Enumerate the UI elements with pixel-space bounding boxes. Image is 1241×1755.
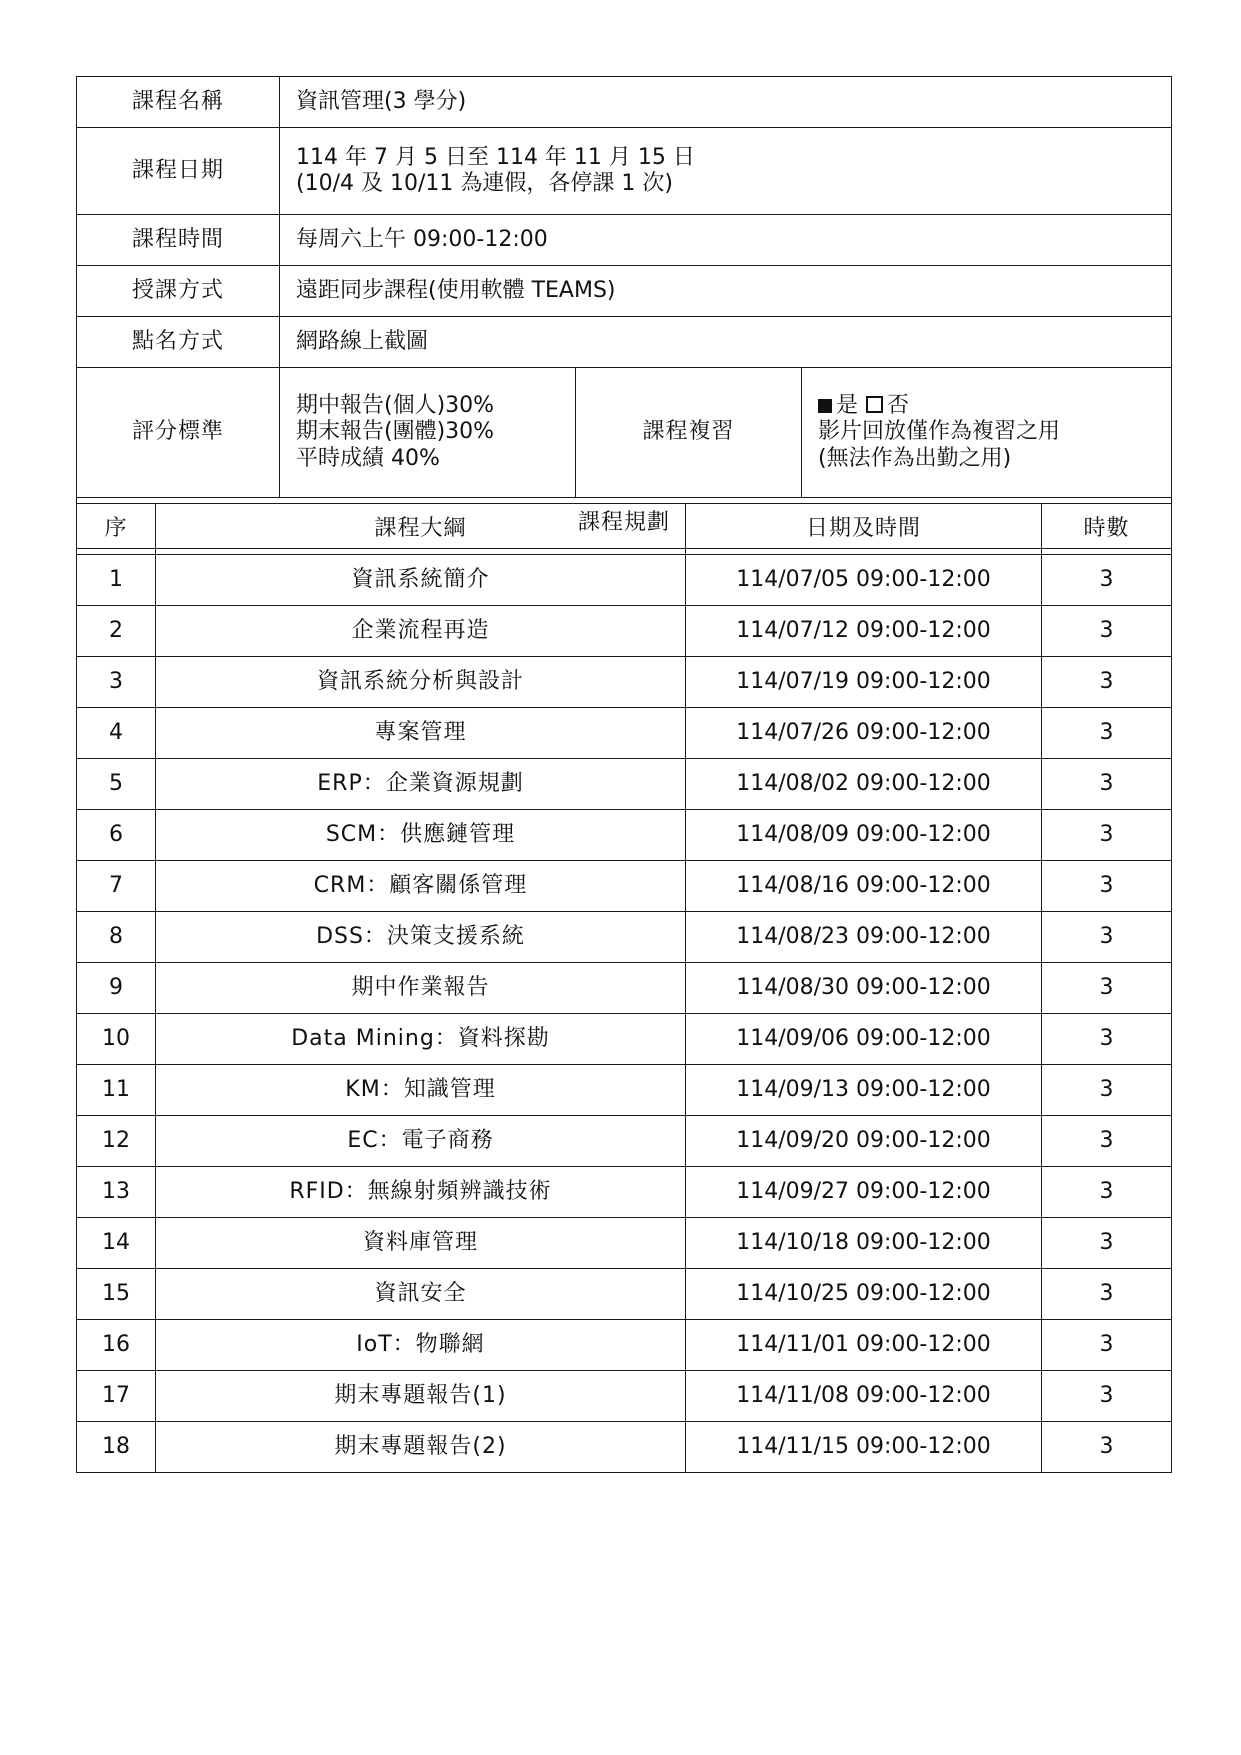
row-hours: 3 — [1042, 1422, 1172, 1473]
row-datetime: 114/07/05 09:00-12:00 — [686, 555, 1042, 606]
row-hours: 3 — [1042, 657, 1172, 708]
row-no: 6 — [77, 810, 156, 861]
row-datetime: 114/11/01 09:00-12:00 — [686, 1320, 1042, 1371]
row-outline: IoT：物聯網 — [156, 1320, 686, 1371]
row-hours: 3 — [1042, 1167, 1172, 1218]
table-row — [77, 1320, 1172, 1371]
teaching-value: 遠距同步課程(使用軟體 TEAMS) — [280, 266, 1172, 317]
row-outline: EC：電子商務 — [156, 1116, 686, 1167]
row-no: 5 — [77, 759, 156, 810]
attendance-value: 網路線上截圖 — [280, 317, 1172, 368]
row-no: 4 — [77, 708, 156, 759]
row-datetime: 114/11/15 09:00-12:00 — [686, 1422, 1042, 1473]
table-row — [77, 759, 1172, 810]
row-hours: 3 — [1042, 810, 1172, 861]
row-hours: 3 — [1042, 759, 1172, 810]
course-date-label: 課程日期 — [77, 128, 280, 215]
row-outline: 資訊系統分析與設計 — [156, 657, 686, 708]
table-row — [77, 1269, 1172, 1320]
row-outline: 資訊安全 — [156, 1269, 686, 1320]
row-attendance — [77, 317, 1172, 368]
row-outline: 資料庫管理 — [156, 1218, 686, 1269]
schedule-section-title: 課程規劃 — [77, 498, 1172, 549]
table-row — [77, 1371, 1172, 1422]
header-datetime: 日期及時間 — [686, 504, 1042, 555]
row-outline: 期中作業報告 — [156, 963, 686, 1014]
review-label: 課程複習 — [576, 368, 802, 498]
review-no-label: 否 — [887, 392, 910, 418]
row-hours: 3 — [1042, 1269, 1172, 1320]
row-no: 1 — [77, 555, 156, 606]
row-no: 13 — [77, 1167, 156, 1218]
table-row — [77, 1014, 1172, 1065]
course-name-label: 課程名稱 — [77, 77, 280, 128]
table-row — [77, 1116, 1172, 1167]
row-datetime: 114/08/30 09:00-12:00 — [686, 963, 1042, 1014]
course-info-table — [76, 76, 1172, 549]
row-hours: 3 — [1042, 1014, 1172, 1065]
review-note2: (無法作為出勤之用) — [818, 445, 1012, 471]
row-no: 11 — [77, 1065, 156, 1116]
table-row — [77, 963, 1172, 1014]
table-row — [77, 912, 1172, 963]
row-hours: 3 — [1042, 1218, 1172, 1269]
row-grading — [77, 368, 1172, 498]
row-outline: DSS：決策支援系統 — [156, 912, 686, 963]
row-hours: 3 — [1042, 963, 1172, 1014]
row-outline: 資訊系統簡介 — [156, 555, 686, 606]
row-no: 2 — [77, 606, 156, 657]
row-outline: 期末專題報告(2) — [156, 1422, 686, 1473]
row-hours: 3 — [1042, 861, 1172, 912]
row-teaching-method — [77, 266, 1172, 317]
row-datetime: 114/10/18 09:00-12:00 — [686, 1218, 1042, 1269]
row-datetime: 114/08/23 09:00-12:00 — [686, 912, 1042, 963]
course-date-line1: 114 年 7 月 5 日至 114 年 11 月 15 日 — [296, 144, 695, 170]
row-datetime: 114/09/06 09:00-12:00 — [686, 1014, 1042, 1065]
row-outline: 專案管理 — [156, 708, 686, 759]
row-no: 3 — [77, 657, 156, 708]
row-datetime: 114/07/19 09:00-12:00 — [686, 657, 1042, 708]
table-row — [77, 555, 1172, 606]
row-outline: CRM：顧客關係管理 — [156, 861, 686, 912]
row-no: 7 — [77, 861, 156, 912]
row-hours: 3 — [1042, 708, 1172, 759]
header-no: 序 — [77, 504, 156, 555]
grading-items — [280, 368, 576, 498]
table-row — [77, 1167, 1172, 1218]
row-outline: 期末專題報告(1) — [156, 1371, 686, 1422]
schedule-header-row — [77, 504, 1172, 555]
row-hours: 3 — [1042, 1065, 1172, 1116]
row-hours: 3 — [1042, 1116, 1172, 1167]
row-datetime: 114/08/02 09:00-12:00 — [686, 759, 1042, 810]
row-outline: SCM：供應鏈管理 — [156, 810, 686, 861]
row-datetime: 114/09/27 09:00-12:00 — [686, 1167, 1042, 1218]
row-course-time — [77, 215, 1172, 266]
table-row — [77, 1218, 1172, 1269]
course-date-line2: (10/4 及 10/11 為連假，各停課 1 次) — [296, 171, 673, 196]
grading-item-final: 期末報告(團體)30% — [296, 419, 495, 445]
grading-item-midterm: 期中報告(個人)30% — [296, 392, 495, 418]
row-datetime: 114/09/13 09:00-12:00 — [686, 1065, 1042, 1116]
table-row — [77, 708, 1172, 759]
row-outline: RFID：無線射頻辨識技術 — [156, 1167, 686, 1218]
schedule-table — [76, 503, 1172, 1473]
row-no: 16 — [77, 1320, 156, 1371]
review-yes-label: 是 — [836, 392, 859, 418]
table-row — [77, 861, 1172, 912]
row-hours: 3 — [1042, 1320, 1172, 1371]
course-name-value: 資訊管理(3 學分) — [280, 77, 1172, 128]
row-datetime: 114/08/09 09:00-12:00 — [686, 810, 1042, 861]
table-row — [77, 810, 1172, 861]
row-hours: 3 — [1042, 912, 1172, 963]
row-datetime: 114/11/08 09:00-12:00 — [686, 1371, 1042, 1422]
row-outline: ERP：企業資源規劃 — [156, 759, 686, 810]
teaching-label: 授課方式 — [77, 266, 280, 317]
row-no: 9 — [77, 963, 156, 1014]
row-course-name — [77, 77, 1172, 128]
row-no: 8 — [77, 912, 156, 963]
attendance-label: 點名方式 — [77, 317, 280, 368]
row-no: 14 — [77, 1218, 156, 1269]
course-time-label: 課程時間 — [77, 215, 280, 266]
header-hours: 時數 — [1042, 504, 1172, 555]
row-outline: 企業流程再造 — [156, 606, 686, 657]
checked-square-icon — [818, 399, 832, 413]
course-date-value — [280, 128, 1172, 215]
table-row — [77, 1422, 1172, 1473]
row-hours: 3 — [1042, 606, 1172, 657]
grading-item-usual: 平時成績 40% — [296, 445, 440, 471]
row-no: 12 — [77, 1116, 156, 1167]
review-note1: 影片回放僅作為複習之用 — [818, 419, 1061, 445]
unchecked-square-icon — [866, 396, 883, 413]
row-outline: Data Mining：資料探勘 — [156, 1014, 686, 1065]
row-datetime: 114/09/20 09:00-12:00 — [686, 1116, 1042, 1167]
row-no: 10 — [77, 1014, 156, 1065]
review-choice — [818, 393, 1171, 419]
row-outline: KM：知識管理 — [156, 1065, 686, 1116]
row-hours: 3 — [1042, 555, 1172, 606]
table-row — [77, 657, 1172, 708]
header-outline: 課程大綱 — [156, 504, 686, 555]
row-no: 18 — [77, 1422, 156, 1473]
grading-label: 評分標準 — [77, 368, 280, 498]
table-row — [77, 606, 1172, 657]
row-datetime: 114/08/16 09:00-12:00 — [686, 861, 1042, 912]
row-no: 17 — [77, 1371, 156, 1422]
row-hours: 3 — [1042, 1371, 1172, 1422]
table-row — [77, 1065, 1172, 1116]
row-datetime: 114/10/25 09:00-12:00 — [686, 1269, 1042, 1320]
review-options — [802, 368, 1172, 498]
row-datetime: 114/07/12 09:00-12:00 — [686, 606, 1042, 657]
row-no: 15 — [77, 1269, 156, 1320]
row-course-date — [77, 128, 1172, 215]
row-datetime: 114/07/26 09:00-12:00 — [686, 708, 1042, 759]
course-time-value: 每周六上午 09:00-12:00 — [280, 215, 1172, 266]
